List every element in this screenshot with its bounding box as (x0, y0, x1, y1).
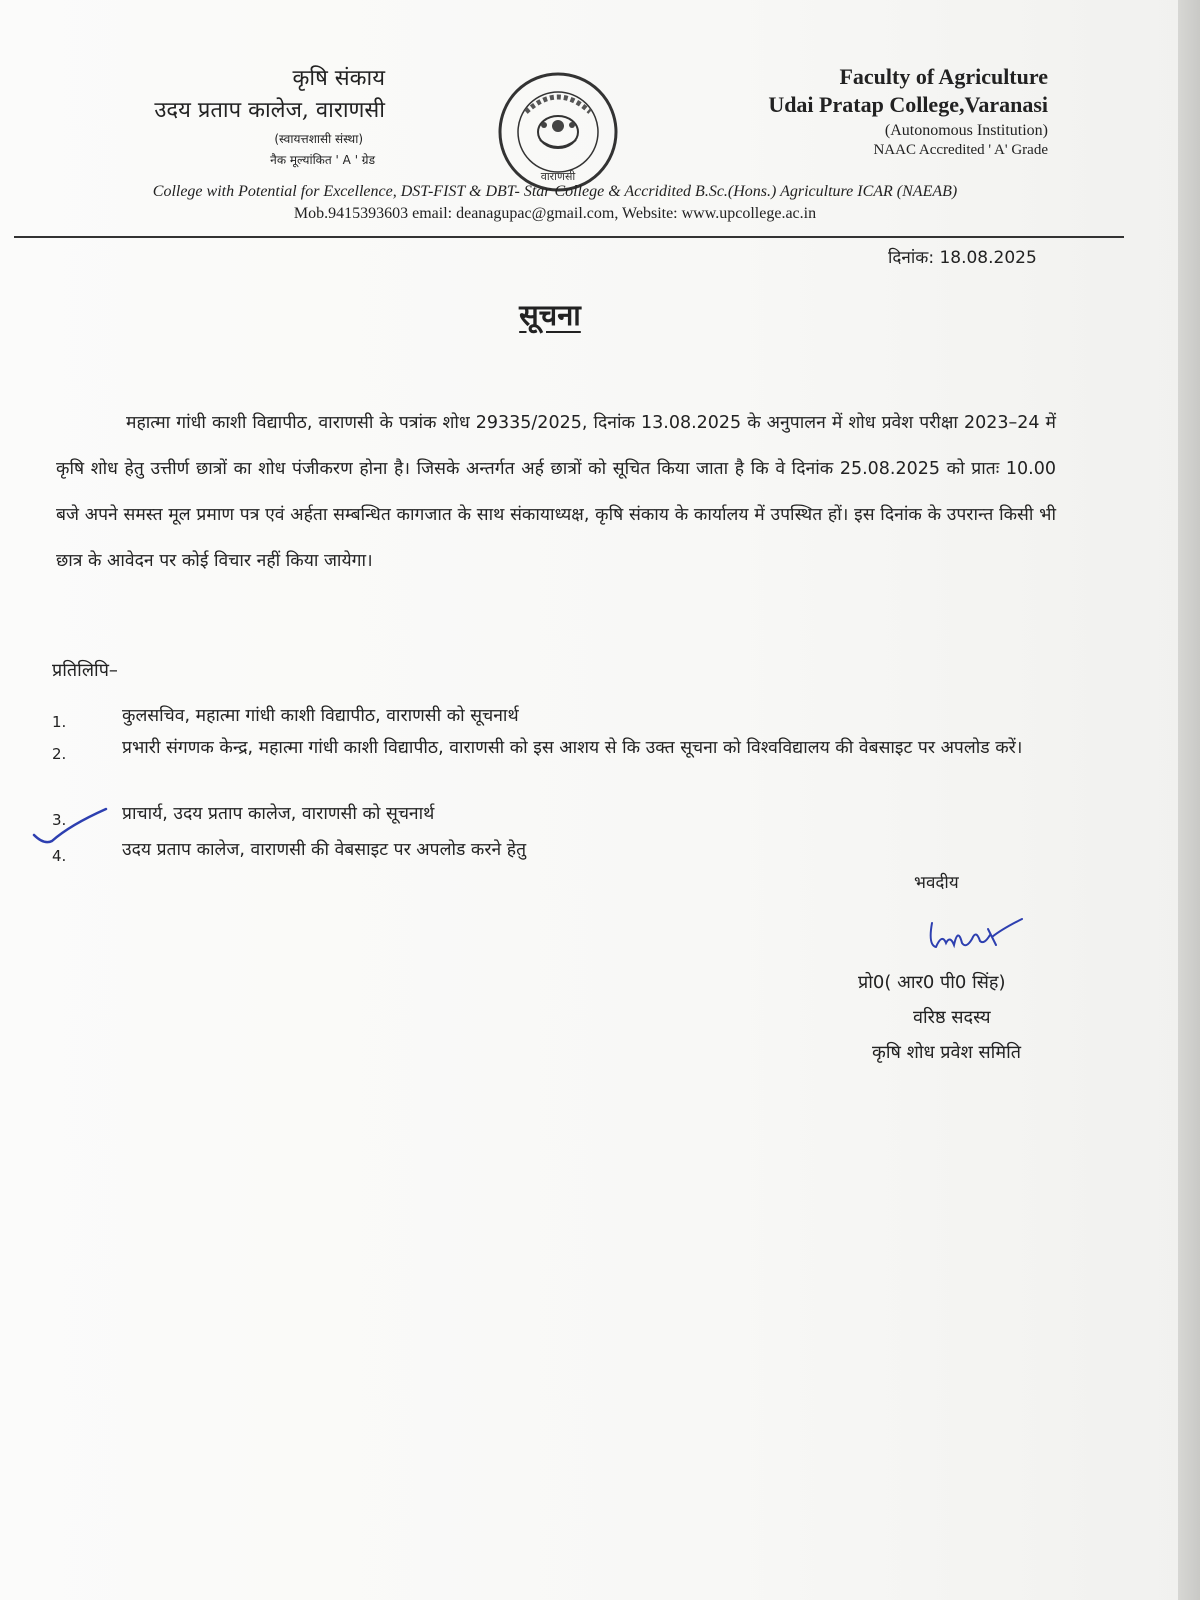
letterhead-hindi (154, 62, 385, 168)
naac-hindi: नैक मूल्यांकित ' A ' ग्रेड (270, 153, 375, 167)
college-name-hindi: उदय प्रताप कालेज, वाराणसी (154, 98, 385, 123)
list-item (52, 834, 1052, 870)
list-item-number: 4. (52, 847, 67, 865)
notice-title: सूचना (519, 298, 581, 332)
signatory-designation: वरिष्ठ सदस्य (913, 1007, 991, 1028)
naac-english: NAAC Accredited ' A' Grade (873, 142, 1048, 158)
contact-line: Mob.9415393603 email: deanagupac@gmail.com, Website: www.upcollege.ac.in (293, 205, 817, 222)
college-name-english: Udai Pratap College,Varanasi (768, 92, 1048, 117)
closing-salutation: भवदीय (914, 873, 959, 893)
checkmark-icon (30, 805, 110, 845)
faculty-name-hindi: कृषि संकाय (292, 66, 385, 91)
college-tagline: College with Potential for Excellence, DST-FIST & DBT- Star College & Accridited B.Sc.(Hons.) Agriculture ICAR (NAEAB) (152, 183, 958, 200)
list-item (52, 798, 1052, 834)
signature-icon (926, 915, 1026, 955)
autonomous-english: (Autonomous Institution) (884, 122, 1048, 139)
list-item-number: 1. (52, 713, 67, 731)
background-edge (1178, 0, 1200, 1600)
notice-body-text: महात्मा गांधी काशी विद्यापीठ, वाराणसी के पत्रांक शोध 29335/2025, दिनांक 13.08.2025 के अनुपालन में शोध प्रवेश परीक्षा 2023–24 में कृषि शोध हेतु उत्तीर्ण छात्रों का शोध पंजीकरण होना है। जिसके अन्तर्गत अर्ह छात्रों को सूचित किया जाता है कि वे दिनांक 25.08.2025 को प्रातः 10.00 बजे अपने समस्त मूल प्रमाण पत्र एवं अर्हता सम्बन्धित कागजात के साथ संकायाध्यक्ष, कृषि संकाय के कार्यालय में उपस्थित हों। इस दिनांक के उपरान्त किसी भी छात्र के आवेदन पर कोई विचार नहीं किया जायेगा। (56, 413, 1057, 571)
notice-date: दिनांक: 18.08.2025 (888, 248, 1037, 268)
copy-to-list (52, 700, 1052, 870)
autonomous-hindi: (स्वायत्तशासी संस्था) (274, 132, 363, 146)
list-item-text: प्रभारी संगणक केन्द्र, महात्मा गांधी काशी विद्यापीठ, वाराणसी को इस आशय से कि उक्त सूचना को विश्वविद्यालय की वेबसाइट पर अपलोड करें। (122, 738, 1023, 758)
list-item-text: प्राचार्य, उदय प्रताप कालेज, वाराणसी को सूचनार्थ (122, 804, 435, 824)
list-item-text: उदय प्रताप कालेज, वाराणसी की वेबसाइट पर अपलोड करने हेतु (122, 840, 527, 860)
list-item-number: 2. (52, 745, 67, 763)
list-item-text: कुलसचिव, महात्मा गांधी काशी विद्यापीठ, वाराणसी को सूचनार्थ (122, 706, 519, 726)
college-seal-icon (496, 70, 620, 194)
signatory-name: प्रो0( आर0 पी0 सिंह) (858, 972, 1006, 993)
faculty-name-english: Faculty of Agriculture (839, 64, 1048, 89)
list-item (52, 700, 1052, 732)
list-item-number: 3. (52, 811, 67, 829)
seal-text: वाराणसी (540, 170, 576, 183)
list-item (52, 732, 1052, 796)
signatory-committee: कृषि शोध प्रवेश समिति (872, 1042, 1022, 1063)
letterhead-english (768, 64, 1048, 159)
copy-to-label: प्रतिलिपि– (52, 660, 118, 681)
header-divider (14, 236, 1124, 238)
notice-body (56, 400, 1056, 584)
